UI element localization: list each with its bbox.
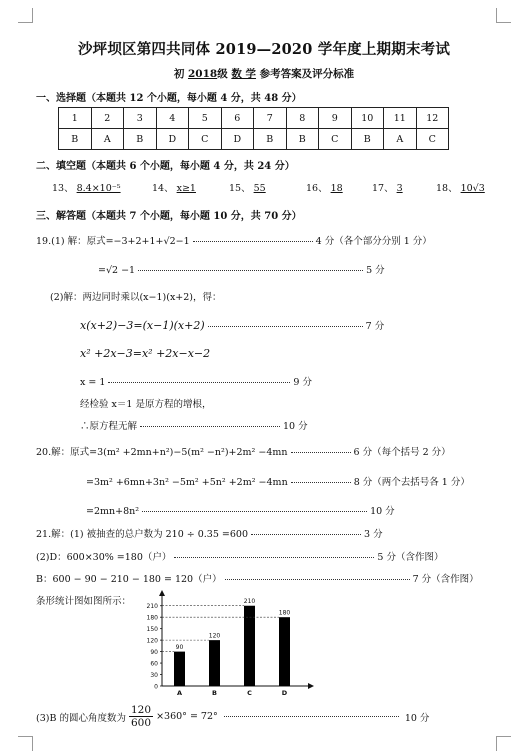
fill-number: 18、 (436, 183, 458, 194)
q20-line2-text: =3m² +6mn+3n² −5m² +5n² +2m² −4mn (86, 477, 288, 488)
section2-heading: 二、填空题（本题共 6 个小题，每小题 4 分，共 24 分） (36, 161, 295, 172)
fill-number: 13、 (52, 183, 74, 194)
q19-line1 (36, 233, 432, 247)
q20-line3 (86, 503, 395, 517)
subtitle-subject: 数 学 (231, 68, 257, 80)
q21-line3-text: B：600 − 90 − 210 − 180 = 120（户） (36, 574, 222, 585)
question-number: 11 (384, 108, 417, 129)
question-number: 5 (189, 108, 222, 129)
answer-cell: B (286, 129, 319, 150)
answer-cell: B (351, 129, 384, 150)
answer-cell: D (156, 129, 189, 150)
leader-dots (193, 241, 313, 242)
question-number: 12 (416, 108, 449, 129)
answer-table (58, 107, 449, 150)
y-tick-label: 120 (146, 637, 158, 645)
q19-line5: x² +2x−3=x² +2x−x−2 (80, 347, 211, 360)
question-number: 4 (156, 108, 189, 129)
q21-line1-text: 21.解：(1) 被抽查的总户数为 210 ÷ 0.35 =600 (36, 529, 249, 540)
y-axis-arrow (159, 590, 165, 596)
q21-line5-prefix: (3)B 的圆心角度数为 (36, 712, 126, 724)
y-tick-label: 60 (150, 660, 158, 668)
answer-cell: D (221, 129, 254, 150)
section1-heading: 一、选择题（本题共 12 个小题，每小题 4 分，共 48 分） (36, 93, 302, 104)
q19-line7: 经检验 x＝1 是原方程的增根， (80, 399, 212, 410)
y-tick-label: 0 (154, 683, 158, 691)
y-tick-label: 150 (146, 626, 158, 634)
question-number: 2 (91, 108, 124, 129)
corner-mark-top-left (18, 8, 33, 23)
q21-line2 (36, 549, 443, 563)
q20-line3-text: =2mn+8n² (86, 506, 140, 517)
subtitle-suffix: 参考答案及评分标准 (259, 68, 355, 80)
fill-item-14 (152, 180, 199, 194)
question-number: 7 (254, 108, 287, 129)
fill-item-16 (306, 180, 346, 194)
y-tick-label: 90 (150, 649, 158, 657)
q19-line2-score: 5 分 (366, 265, 385, 276)
q19-line4 (80, 318, 384, 332)
x-category-label: C (247, 689, 252, 697)
q20-line1-score: 6 分（每个括号 2 分） (353, 447, 451, 458)
q21-line3-score: 7 分（含作图） (412, 574, 479, 585)
q19-line8-text: ∴原方程无解 (80, 421, 138, 432)
bar-value-label: 120 (208, 632, 221, 640)
fill-item-17 (372, 180, 406, 194)
bar-value-label: 210 (243, 598, 256, 606)
q19-line8-score: 10 分 (283, 421, 308, 432)
x-category-label: B (212, 689, 217, 697)
q20-line3-score: 10 分 (370, 506, 395, 517)
q21-line1-score: 3 分 (364, 529, 383, 540)
corner-mark-top-right (496, 8, 511, 23)
q19-line1-text: 19.(1) 解：原式=−3+2+1+√2−1 (36, 236, 190, 247)
q19-line1-score: 4 分（各个部分分别 1 分） (315, 236, 432, 247)
fill-item-13 (52, 180, 124, 194)
subtitle-grade: 2018 (187, 68, 218, 80)
bar (244, 606, 255, 686)
q21-line5-score: 10 分 (404, 712, 430, 724)
subtitle-prefix: 初 (173, 68, 185, 80)
question-number: 10 (351, 108, 384, 129)
leader-dots (291, 452, 351, 453)
x-axis-arrow (308, 683, 314, 689)
fill-number: 16、 (306, 183, 328, 194)
q21-line4: 条形统计图如图所示： (36, 596, 132, 607)
y-tick-label: 30 (150, 672, 158, 680)
bar-chart (138, 588, 318, 700)
answer-table-number-row (59, 108, 449, 129)
y-tick-label: 210 (146, 603, 158, 611)
y-tick-label: 180 (146, 614, 158, 622)
x-category-label: A (176, 689, 183, 697)
leader-dots (174, 557, 374, 558)
fraction-numerator: 120 (131, 704, 152, 716)
bar (174, 652, 185, 686)
leader-dots (108, 382, 290, 383)
fill-answer: 55 (253, 183, 266, 194)
q21-line5 (36, 704, 429, 738)
leader-dots (138, 270, 363, 271)
corner-mark-bottom-right (496, 736, 511, 751)
question-number: 8 (286, 108, 319, 129)
leader-dots (208, 326, 363, 327)
q19-line2-text: =√2 −1 (98, 265, 136, 276)
q19-line4-score: 7 分 (365, 321, 385, 332)
question-number: 3 (124, 108, 157, 129)
page-title: 沙坪坝区第四共同体 2019—2020 学年度上期期末考试 (77, 41, 451, 58)
answer-table-answer-row (59, 129, 449, 150)
q19-line6 (80, 374, 312, 388)
q20-line1 (36, 444, 451, 458)
fill-number: 17、 (372, 183, 394, 194)
corner-mark-bottom-left (18, 736, 33, 751)
question-number: 9 (319, 108, 352, 129)
fill-item-18 (436, 180, 488, 194)
subtitle-mid: 级 (217, 68, 228, 80)
q21-line3 (36, 571, 479, 585)
leader-dots (140, 426, 280, 427)
q19-line2 (98, 262, 385, 276)
answer-cell: A (91, 129, 124, 150)
q21-line1 (36, 526, 383, 540)
bar-value-label: 90 (175, 644, 184, 652)
leader-dots (291, 482, 351, 483)
section3-heading: 三、解答题（本题共 7 个小题，每小题 10 分，共 70 分） (36, 211, 302, 222)
answer-cell: C (319, 129, 352, 150)
q21-line5-suffix: ×360° = 72° (156, 711, 218, 722)
fill-number: 14、 (152, 183, 174, 194)
q20-line1-text: 20.解：原式=3(m² +2mn+n²)−5(m² −n²)+2m² −4mn (36, 447, 288, 458)
question-number: 1 (59, 108, 92, 129)
answer-cell: B (59, 129, 92, 150)
fraction-denominator: 600 (131, 717, 152, 729)
fill-answer: 3 (396, 183, 403, 194)
leader-dots (225, 579, 410, 580)
bar (279, 617, 290, 686)
leader-dots (251, 534, 361, 535)
fill-item-15 (229, 180, 269, 194)
fill-answer: 18 (330, 183, 343, 194)
question-number: 6 (221, 108, 254, 129)
q19-line3: (2)解：两边同时乘以(x−1)(x+2)，得： (50, 292, 222, 303)
fraction (129, 704, 153, 729)
leader-dots (224, 716, 399, 717)
bar-value-label: 180 (278, 609, 291, 617)
q19-line4-text: x(x+2)−3=(x−1)(x+2) (80, 319, 205, 332)
answer-cell: C (189, 129, 222, 150)
fill-answer: 10√3 (460, 183, 485, 194)
leader-dots (142, 511, 367, 512)
fill-answer: 8.4×10⁻⁵ (76, 183, 121, 194)
fill-number: 15、 (229, 183, 251, 194)
q21-line2-text: (2)D：600×30% =180（户） (36, 552, 172, 563)
q21-line2-score: 5 分（含作图） (377, 552, 444, 563)
q19-line6-text: x = 1 (80, 377, 106, 388)
q19-line6-score: 9 分 (293, 377, 312, 388)
q19-line8 (80, 418, 308, 432)
answer-cell: B (124, 129, 157, 150)
q20-line2 (86, 474, 470, 488)
x-category-label: D (281, 689, 288, 697)
page-subtitle (0, 66, 528, 81)
answer-cell: A (384, 129, 417, 150)
fill-answer: x≥1 (176, 183, 196, 194)
answer-cell: B (254, 129, 287, 150)
answer-cell: C (416, 129, 449, 150)
bar (209, 640, 220, 686)
q20-line2-score: 8 分（两个去括号各 1 分） (353, 477, 470, 488)
